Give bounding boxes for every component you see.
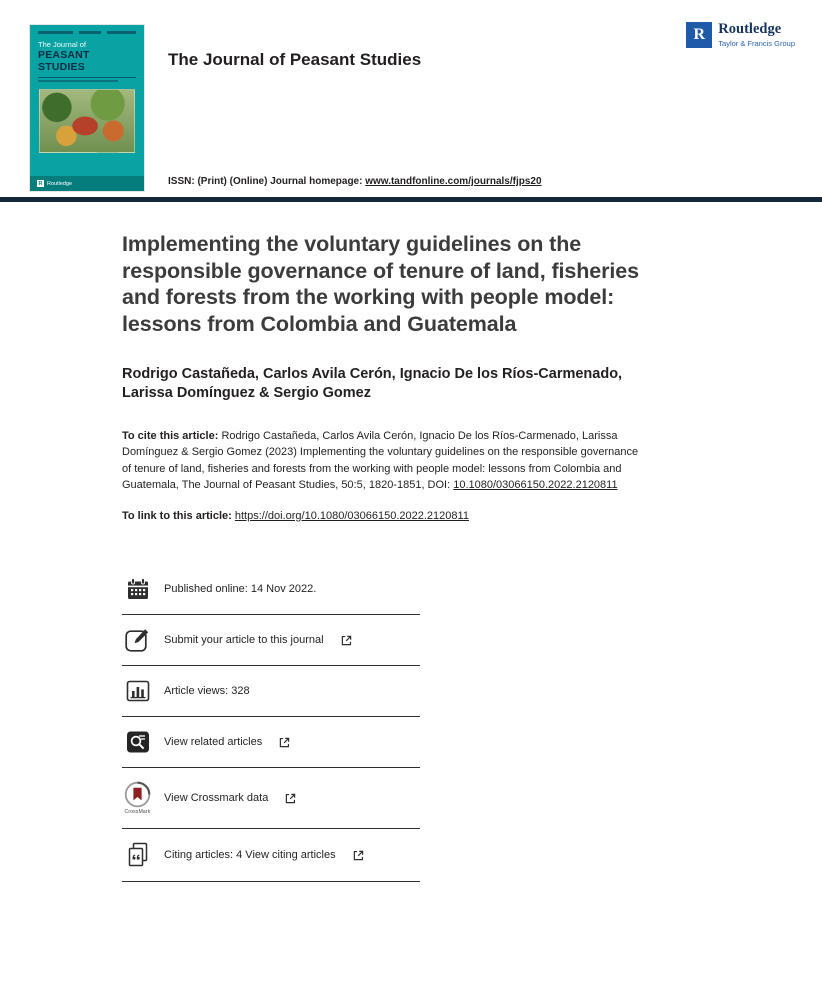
publisher-name: Routledge — [718, 21, 782, 37]
cover-artwork — [39, 89, 135, 153]
publisher-logo — [686, 22, 795, 48]
doi-link[interactable]: 10.1080/03066150.2022.2120811 — [453, 479, 618, 492]
cover-routledge-mark-icon: R — [38, 180, 43, 187]
issn-line — [168, 176, 542, 187]
submit-article-link[interactable]: Submit your article to this journal — [164, 634, 324, 647]
cover-routledge-name: Routledge — [47, 180, 73, 187]
journal-homepage-link[interactable]: www.tandfonline.com/journals/fjps20 — [365, 176, 542, 187]
journal-title: The Journal of Peasant Studies — [168, 50, 422, 69]
related-articles-row — [122, 717, 420, 768]
header-divider — [0, 197, 822, 202]
journal-cover-thumbnail — [30, 25, 144, 191]
cover-footer — [30, 176, 144, 191]
external-link-icon — [341, 635, 352, 646]
crossmark-icon — [124, 781, 151, 815]
published-online-row — [122, 564, 420, 615]
issn-label: ISSN: (Print) (Online) Journal homepage: — [168, 176, 363, 187]
resources-list — [122, 564, 420, 882]
citing-articles-icon — [124, 842, 151, 868]
cite-text: Rodrigo Castañeda, Carlos Avila Cerón, Ignacio De los Ríos-Carmenado, Larissa Domínguez & Sergio Gomez (2023) Implementing the voluntary guidelines on the responsible governance of tenure of land, fisheries and forests from the working with people model: lessons from Colombia and Guatemala, The Journal of Peasant Studies, 50:5, 1820-1851, DOI: — [122, 429, 639, 492]
article-title: Implementing the voluntary guidelines on the responsible governance of tenure of land, fisheries and forests from the working with people model: lessons from Colombia and Guatemala — [122, 232, 639, 336]
related-articles-icon — [124, 730, 151, 754]
crossmark-caption: CrossMark — [124, 809, 151, 816]
crossmark-link[interactable]: View Crossmark data — [164, 792, 269, 805]
article-views-row — [122, 666, 420, 717]
cover-meta-bars — [30, 25, 144, 38]
published-online-text: Published online: 14 Nov 2022. — [164, 583, 317, 596]
external-link-icon — [285, 793, 296, 804]
cover-masthead — [30, 38, 144, 73]
calendar-icon — [124, 577, 151, 601]
citing-articles-row — [122, 829, 420, 882]
cover-masthead-main: PEASANT STUDIES — [38, 48, 90, 73]
publisher-group: Taylor & Francis Group — [718, 39, 795, 49]
external-link-icon — [353, 850, 364, 861]
cite-label: To cite this article: — [122, 429, 219, 442]
related-articles-link[interactable]: View related articles — [164, 736, 263, 749]
routledge-logo-icon: R — [686, 22, 712, 48]
citing-articles-link[interactable]: Citing articles: 4 View citing articles — [164, 849, 336, 862]
submit-article-row — [122, 615, 420, 666]
article-views-icon — [124, 679, 151, 703]
link-label: To link to this article: — [122, 509, 232, 522]
crossmark-row — [122, 768, 420, 829]
cover-subtitle-bar — [38, 80, 118, 82]
article-views-text: Article views: 328 — [164, 685, 250, 698]
citation-paragraph — [122, 428, 650, 494]
link-paragraph — [122, 508, 650, 525]
article-url-link[interactable]: https://doi.org/10.1080/03066150.2022.2120811 — [234, 509, 469, 522]
article-authors: Rodrigo Castañeda, Carlos Avila Cerón, Ignacio De los Ríos-Carmenado, Larissa Domínguez & Sergio Gomez — [122, 365, 623, 402]
external-link-icon — [279, 737, 290, 748]
cover-divider — [38, 77, 136, 79]
cover-masthead-top: The Journal of — [38, 39, 86, 49]
submit-article-icon — [124, 628, 151, 652]
article-content — [122, 231, 742, 882]
